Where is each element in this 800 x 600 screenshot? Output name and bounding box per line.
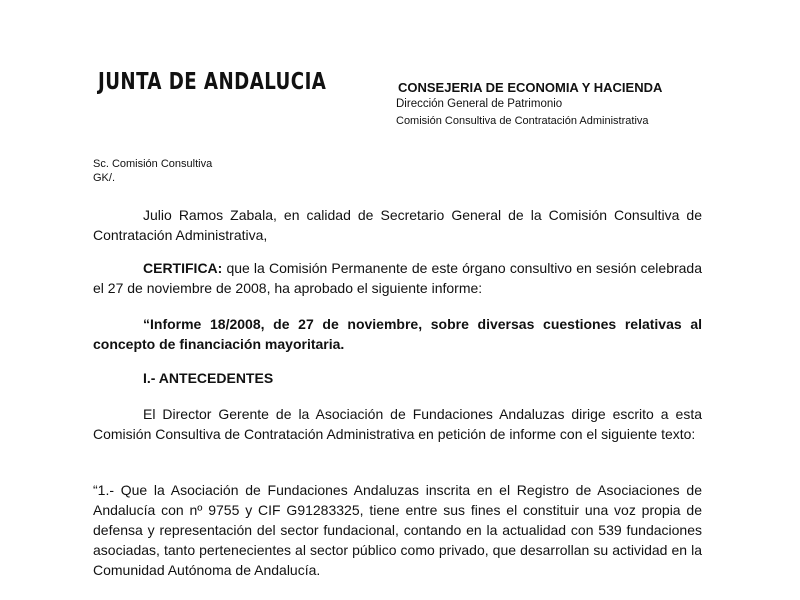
intro-paragraph: Julio Ramos Zabala, en calidad de Secretario General de la Comisión Consultiva de Contratación Administrativa, xyxy=(93,207,702,243)
directorate-name: Dirección General de Patrimonio xyxy=(396,98,563,110)
section-heading: I.- ANTECEDENTES xyxy=(143,370,274,386)
background-paragraph: El Director Gerente de la Asociación de Fundaciones Andaluzas dirige escrito a esta Comisión Consultiva de Contratación Administrativa en petición de informe con el siguiente texto: xyxy=(93,406,702,442)
certifica-paragraph xyxy=(93,258,702,298)
department-name: CONSEJERIA DE ECONOMIA Y HACIENDA xyxy=(398,80,663,95)
certifica-text: que la Comisión Permanente de este órgano consultivo en sesión celebrada el 27 de noviembre de 2008, ha aprobado el siguiente informe: xyxy=(93,260,702,296)
commission-name: Comisión Consultiva de Contratación Administrativa xyxy=(396,115,649,127)
certifica-label: CERTIFICA: xyxy=(143,260,223,276)
reference-line-1: Sc. Comisión Consultiva xyxy=(93,158,213,170)
logo-junta-de-andalucia: JUNTA DE ANDALUCIA xyxy=(98,69,327,95)
quote-paragraph: “1.- Que la Asociación de Fundaciones Andaluzas inscrita en el Registro de Asociaciones de Andalucía con nº 9755 y CIF G91283325, tiene entre sus fines el constituir una voz propia de defensa y representación del sector fundacional, contando en la actualidad con 539 fundaciones asociadas, tanto pertenecientes al sector público como privado, que desarrollan su actividad en la Comunidad Autónoma de Andalucía. xyxy=(93,482,702,578)
reference-line-2: GK/. xyxy=(93,172,116,184)
report-title: “Informe 18/2008, de 27 de noviembre, sobre diversas cuestiones relativas al concepto de financiación mayoritaria. xyxy=(93,316,702,352)
